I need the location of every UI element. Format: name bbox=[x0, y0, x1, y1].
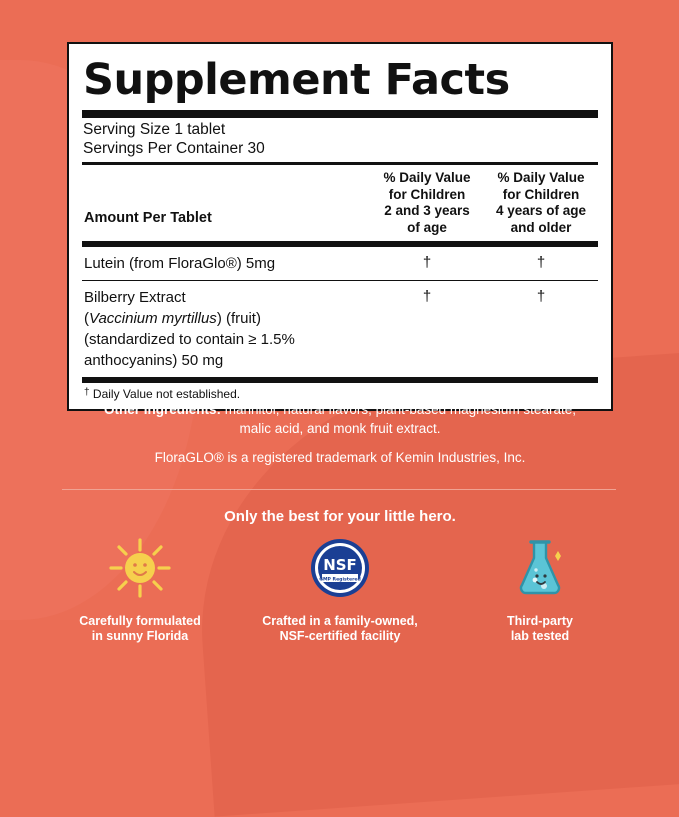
svg-text:GMP Registered: GMP Registered bbox=[319, 577, 361, 583]
dv-col2-line3: 4 years of age bbox=[495, 203, 587, 218]
nsf-seal-icon bbox=[250, 536, 430, 600]
table-header-row bbox=[82, 165, 598, 241]
dv-col2-line1: % Daily Value bbox=[497, 170, 585, 185]
panel-title: Supplement Facts bbox=[83, 55, 510, 105]
rule-under-title bbox=[82, 110, 598, 118]
botanical-name: Vaccinium myrtillus bbox=[89, 310, 217, 327]
trademark-note: FloraGLO® is a registered trademark of Kemin Industries, Inc. bbox=[154, 450, 526, 465]
badge-caption bbox=[50, 614, 230, 644]
dv-col1-line2: for Children bbox=[388, 186, 466, 202]
dv-col1-line1: % Daily Value bbox=[383, 170, 471, 185]
ingredient-dv-2-3: † bbox=[422, 254, 432, 271]
badge-caption bbox=[450, 614, 630, 644]
ingredient-name: Lutein (from FloraGlo®) 5mg bbox=[84, 255, 276, 272]
ingredient-name bbox=[82, 287, 370, 371]
dv-col1-line3: 2 and 3 years bbox=[384, 203, 470, 218]
section-divider bbox=[62, 489, 616, 490]
other-ingredients-value: mannitol, natural flavors, plant-based magnesium stearate, bbox=[221, 402, 576, 417]
badge-caption-line2: in sunny Florida bbox=[91, 629, 189, 643]
ingredient-line2 bbox=[84, 308, 370, 329]
servings-per-container: Servings Per Container 30 bbox=[83, 140, 265, 157]
ingredient-line1: Bilberry Extract bbox=[84, 289, 186, 306]
serving-size: Serving Size 1 tablet bbox=[83, 121, 226, 138]
amount-per-tablet-header: Amount Per Tablet bbox=[84, 210, 212, 226]
badge-third-party-tested bbox=[450, 536, 630, 644]
dv-col1-line4: of age bbox=[407, 219, 447, 235]
paren-close-fruit: ) (fruit) bbox=[216, 310, 261, 327]
badge-caption-line2: lab tested bbox=[510, 629, 570, 643]
badge-carefully-formulated bbox=[50, 536, 230, 644]
table-row bbox=[82, 281, 598, 377]
serving-info bbox=[82, 118, 598, 162]
tagline: Only the best for your little hero. bbox=[224, 508, 456, 525]
other-ingredients bbox=[60, 400, 620, 438]
badge-caption bbox=[250, 614, 430, 644]
badge-row bbox=[40, 536, 640, 644]
footnote-text: Daily Value not established. bbox=[92, 387, 241, 401]
dv-col2-line4: and older bbox=[510, 219, 572, 235]
dv-column-4-plus-header bbox=[484, 170, 598, 236]
other-ingredients-label: Other Ingredients: bbox=[104, 402, 222, 417]
ingredient-dv-4-plus: † bbox=[536, 288, 546, 305]
sun-icon bbox=[50, 536, 230, 600]
badge-caption-line1: Crafted in a family-owned, bbox=[262, 614, 418, 628]
footnote-symbol: † bbox=[84, 387, 90, 398]
dv-column-2-3-header bbox=[370, 170, 484, 236]
supplement-facts-panel bbox=[67, 42, 613, 411]
other-ingredients-line1 bbox=[60, 400, 620, 419]
svg-text:NSF: NSF bbox=[323, 556, 357, 574]
ingredient-dv-4-plus: † bbox=[536, 254, 546, 271]
dv-col2-line2: for Children bbox=[502, 186, 580, 202]
other-ingredients-line2: malic acid, and monk fruit extract. bbox=[239, 421, 441, 436]
paren-open: ( bbox=[84, 310, 89, 327]
ingredient-dv-2-3: † bbox=[422, 288, 432, 305]
badge-caption-line1: Third-party bbox=[507, 614, 573, 628]
lab-flask-icon bbox=[450, 536, 630, 600]
badge-caption-line1: Carefully formulated bbox=[79, 614, 201, 628]
badge-caption-line2: NSF-certified facility bbox=[279, 629, 401, 643]
badge-nsf-certified bbox=[250, 536, 430, 644]
table-row bbox=[82, 247, 598, 280]
ingredient-line3: (standardized to contain ≥ 1.5% anthocyanins) 50 mg bbox=[84, 331, 295, 369]
